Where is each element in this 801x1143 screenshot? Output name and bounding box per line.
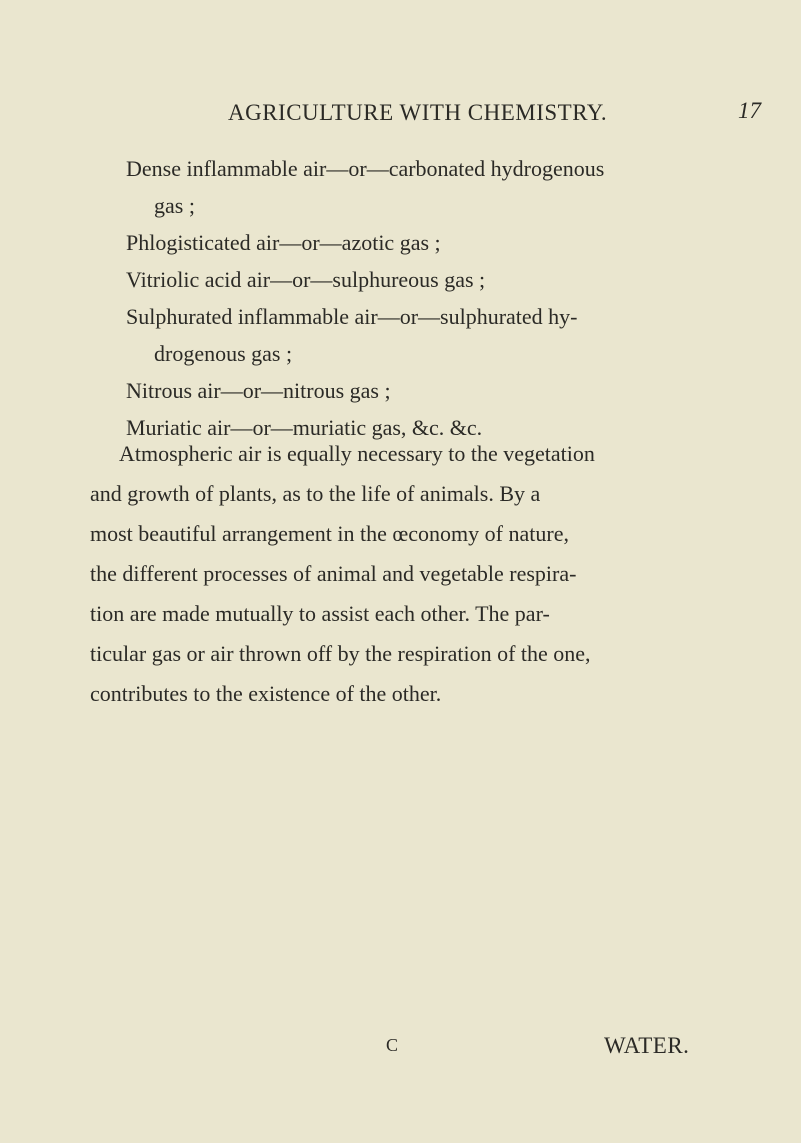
list-item-text: Phlogisticated air—or—azotic gas ; xyxy=(126,230,441,255)
paragraph-line: tion are made mutually to assist each other. The par- xyxy=(90,601,550,626)
list-item xyxy=(0,261,801,298)
list-item-text: Sulphurated inflammable air—or—sulphurated hy- xyxy=(126,304,578,329)
list-item xyxy=(0,372,801,409)
paragraph-line: the different processes of animal and vegetable respira- xyxy=(90,561,577,586)
body-paragraph xyxy=(0,434,801,714)
running-head: AGRICULTURE WITH CHEMISTRY. xyxy=(228,100,608,125)
list-item-continuation: gas ; xyxy=(154,193,195,218)
list-item-text: Dense inflammable air—or—carbonated hydrogenous xyxy=(126,156,605,181)
list-item-text: Vitriolic acid air—or—sulphureous gas ; xyxy=(126,267,486,292)
catchword: WATER. xyxy=(604,1033,690,1058)
gas-name-list xyxy=(0,150,801,446)
list-item-continuation: drogenous gas ; xyxy=(154,341,293,366)
paragraph-line: contributes to the existence of the other. xyxy=(90,681,442,706)
page-number: 17 xyxy=(738,98,761,123)
list-item-text: Muriatic air—or—muriatic gas, &c. &c. xyxy=(126,415,483,440)
list-item xyxy=(0,298,801,372)
list-item xyxy=(0,150,801,224)
paragraph-line: and growth of plants, as to the life of animals. By a xyxy=(90,481,541,506)
list-item-text: Nitrous air—or—nitrous gas ; xyxy=(126,378,391,403)
signature-mark: C xyxy=(386,1035,399,1055)
list-item xyxy=(0,224,801,261)
paragraph-line: most beautiful arrangement in the œconomy of nature, xyxy=(90,521,569,546)
paragraph-line: Atmospheric air is equally necessary to the vegetation xyxy=(119,441,595,466)
paragraph-line: ticular gas or air thrown off by the respiration of the one, xyxy=(90,641,591,666)
